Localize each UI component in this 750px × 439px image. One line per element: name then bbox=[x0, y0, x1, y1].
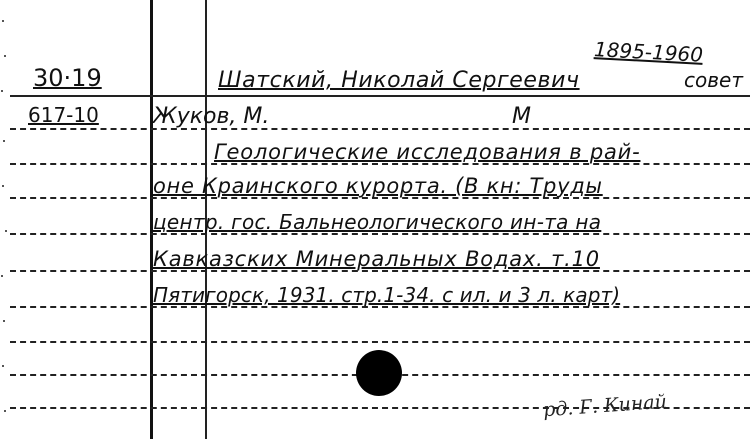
author-years: 1895-1960 bbox=[593, 37, 704, 67]
body-line: Кавказских Минеральных Водах. т.10 bbox=[153, 247, 600, 271]
call-number: 30·19 bbox=[33, 64, 102, 92]
body-line: оне Краинского курорта. (В кн: Труды bbox=[153, 174, 603, 198]
punch-hole bbox=[356, 350, 402, 396]
coauthor-name: Жуков, М. bbox=[153, 104, 270, 129]
ruled-line bbox=[10, 341, 750, 343]
body-line: Пятигорск, 1931. стр.1-34. с ил. и 3 л. карт) bbox=[153, 283, 621, 307]
ruled-line bbox=[10, 128, 750, 130]
author-note: совет bbox=[684, 68, 743, 92]
signature-stamp: рд. Г. Кинай bbox=[542, 390, 668, 422]
body-line: центр. гос. Бальнеологического ин-та на bbox=[153, 210, 602, 234]
author-name: Шатский, Николай Сергеевич bbox=[218, 68, 580, 93]
body-line: Геологические исследования в рай- bbox=[214, 140, 641, 164]
ruled-line bbox=[10, 95, 750, 97]
coauthor-initial: М bbox=[512, 104, 531, 129]
inventory-number: 617-10 bbox=[28, 103, 99, 127]
